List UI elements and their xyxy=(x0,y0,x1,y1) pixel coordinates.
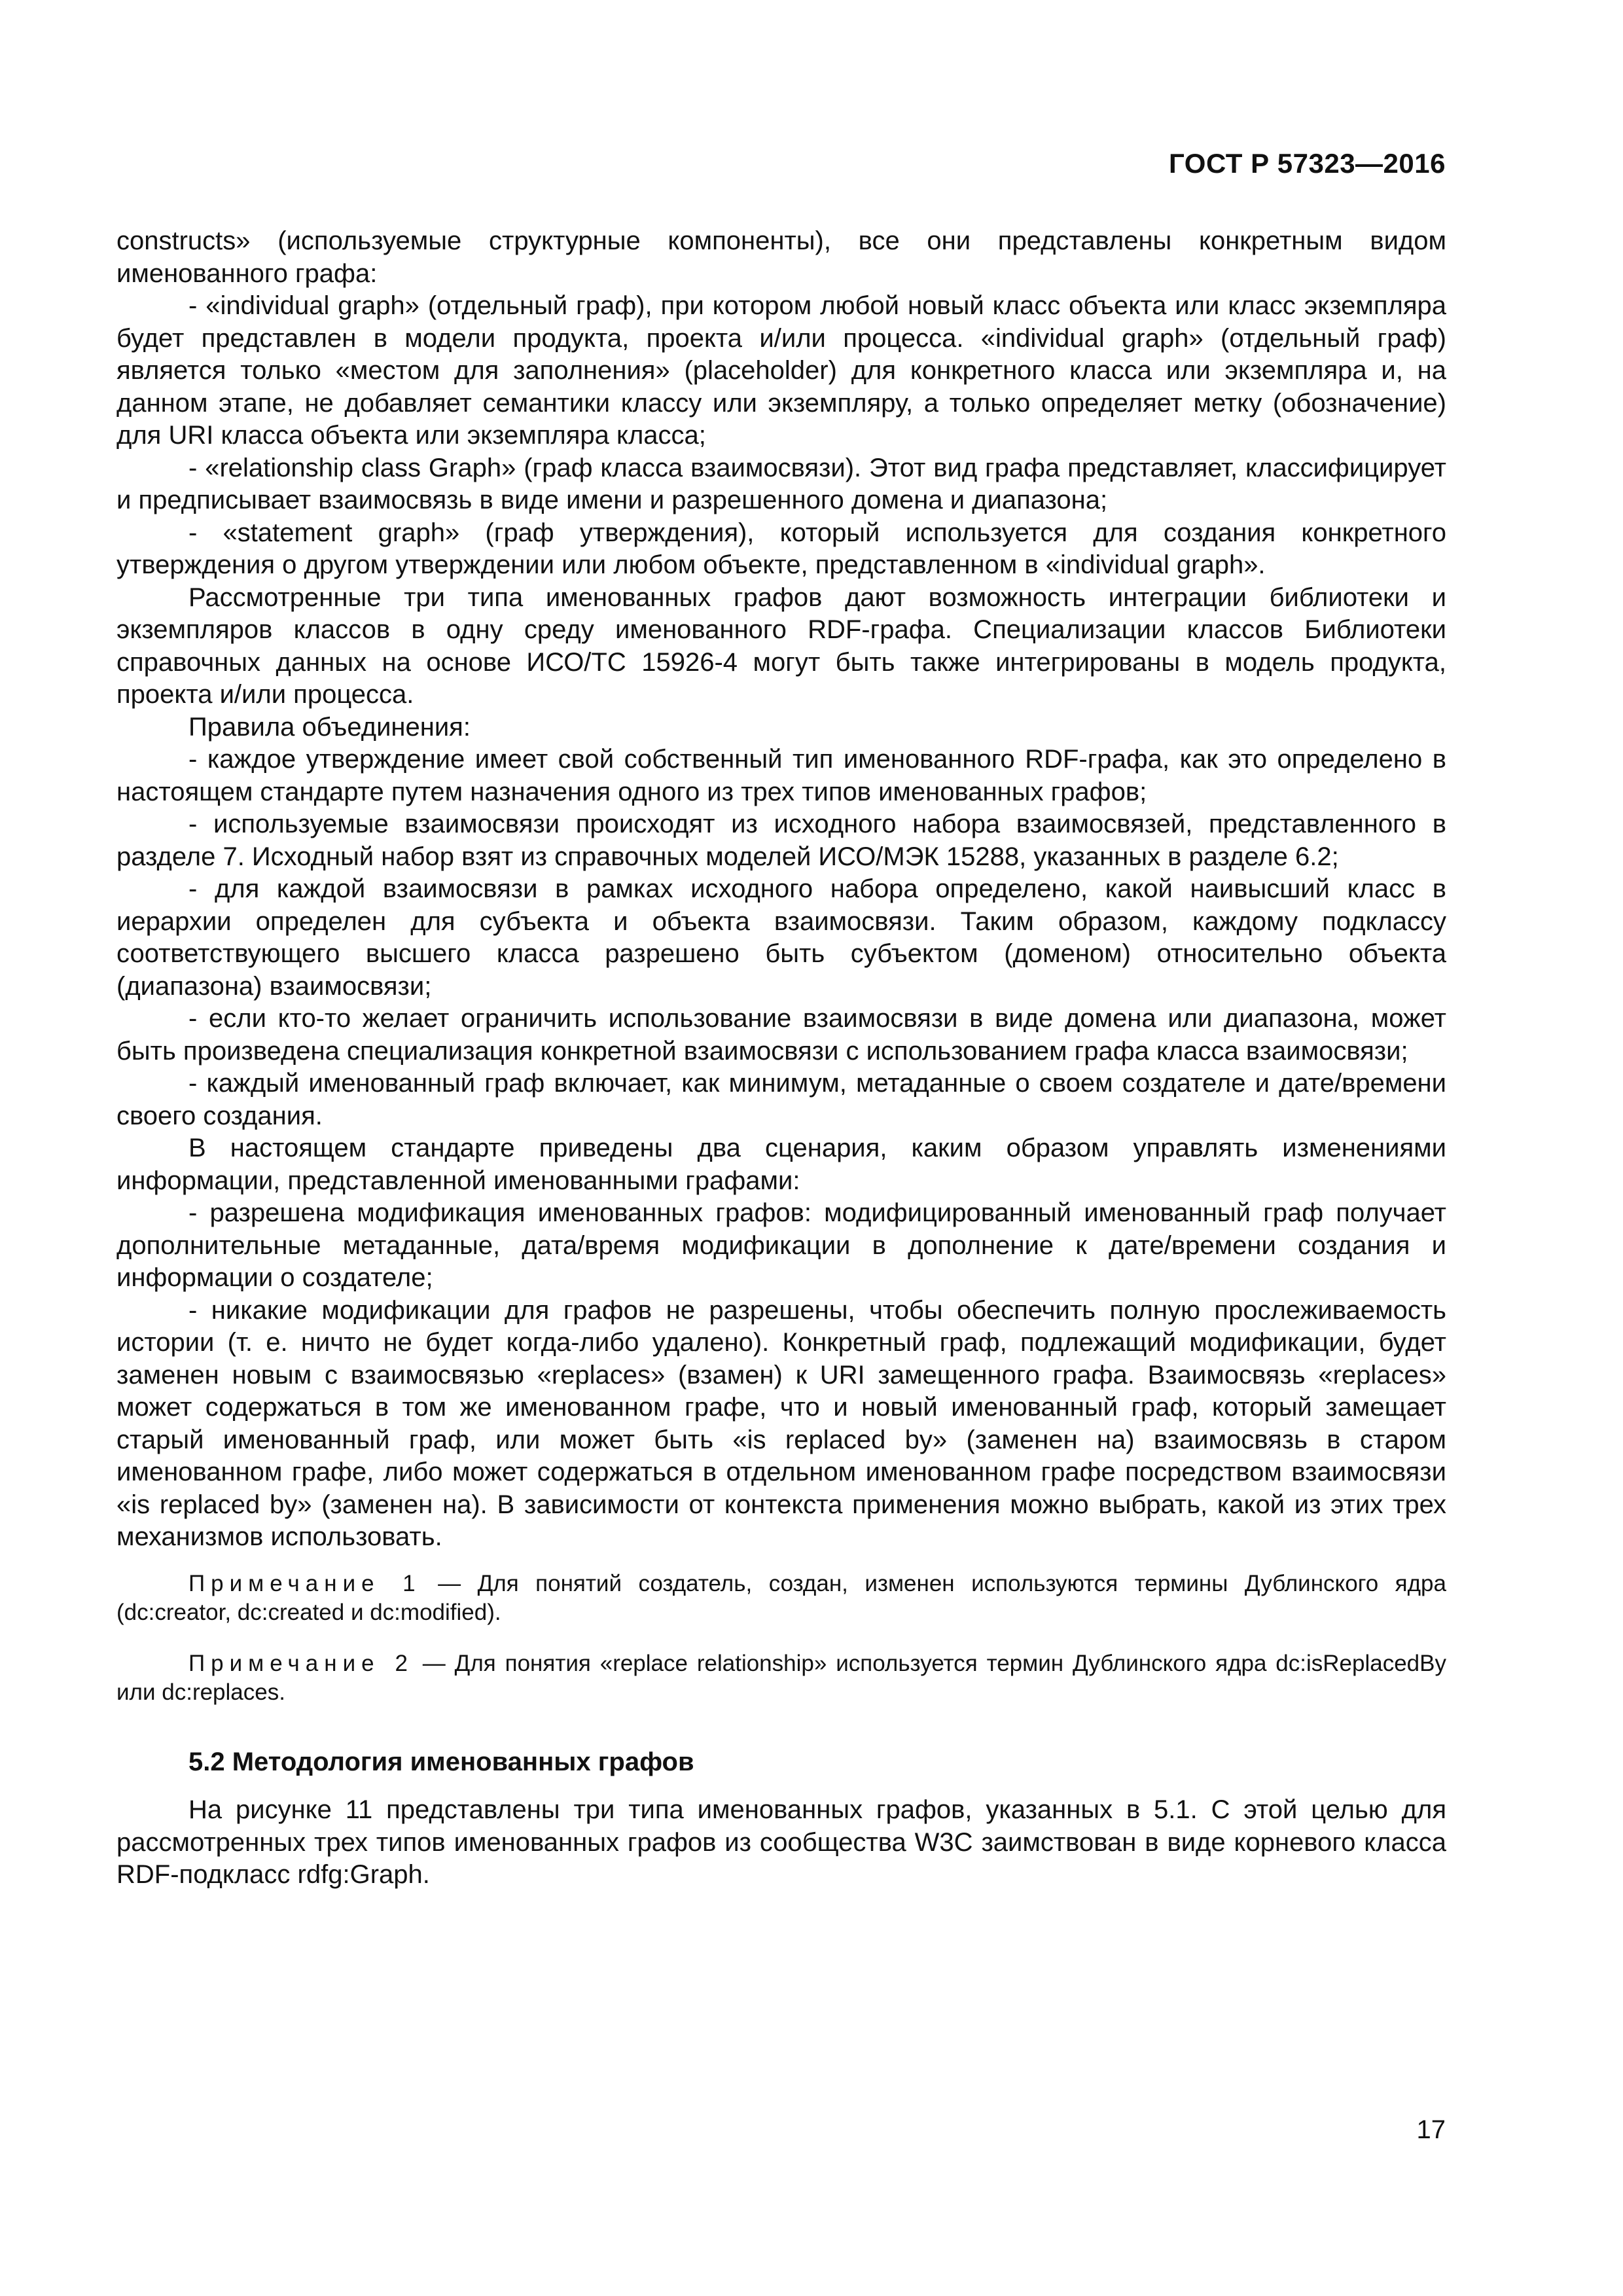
note-1-text: — Для понятий создатель, создан, изменен используются термины Дублинского ядра (dc:creator, dc:created и dc:modified). xyxy=(116,1570,1446,1625)
list-item-rule-4: - если кто-то желает ограничить использование взаимосвязи в виде домена или диапазона, может быть произведена специализация конкретной взаимосвязи с использованием графа класса взаимосвязи; xyxy=(116,1004,1446,1066)
note-2-label: Примечание 2 xyxy=(188,1650,414,1676)
paragraph-continuation: constructs» (используемые структурные компоненты), все они представлены конкретным видом именованного графа: xyxy=(116,226,1446,288)
section-body: На рисунке 11 представлены три типа именованных графов, указанных в 5.1. С этой целью для рассмотренных трех типов именованных графов из сообщества W3C заимствован в виде корневого класса RDF-подкласс rdfg:Graph. xyxy=(116,1795,1446,1889)
list-item-rule-2: - используемые взаимосвязи происходят из исходного набора взаимосвязей, представленного в разделе 7. Исходный набор взят из справочных моделей ИСО/МЭК 15288, указанных в разделе 6.2; xyxy=(116,810,1446,871)
list-item-individual-graph: - «individual graph» (отдельный граф), при котором любой новый класс объекта или класс экземпляра будет представлен в модели продукта, проекта и/или процесса. «individual graph» (отдельный граф) является только «местом для заполнения» (placeholder) для конкретного класса или экземпляра и, на данном этапе, не добавляет семантики классу или экземпляру, а только определяет метку (обозначение) для URI класса объекта или экземпляра класса; xyxy=(116,291,1446,450)
list-item-scenario-2: - никакие модификации для графов не разрешены, чтобы обеспечить полную прослеживаемость истории (т. е. ничто не будет когда-либо удалено). Конкретный граф, подлежащий модификации, будет заменен новым с взаимосвязью «replaces» (взамен) к URI замещенного графа. Взаимосвязь «replaces» может содержаться в том же именованном графе, что и новый именованный граф, который замещает старый именованный граф, или может быть «is replaced by» (заменен на) взаимосвязь в старом именованном графе, либо может содержаться в отдельном именованном графе посредством взаимосвязи «is replaced by» (заменен на). В зависимости от контекста применения можно выбрать, какой из этих трех механизмов использовать. xyxy=(116,1295,1446,1551)
page-number: 17 xyxy=(1416,2115,1446,2144)
list-item-rule-1: - каждое утверждение имеет свой собственный тип именованного RDF-графа, как это определено в настоящем стандарте путем назначения одного из трех типов именованных графов; xyxy=(116,745,1446,806)
section-title: 5.2 Методология именованных графов xyxy=(188,1747,694,1776)
note-2 xyxy=(116,1649,1446,1707)
paragraph-merge-rules-heading: Правила объединения: xyxy=(188,712,471,742)
note-1-label: Примечание 1 xyxy=(188,1570,421,1596)
note-2-text: — Для понятия «replace relationship» используется термин Дублинского ядра dc:isReplacedBy или dc:replaces. xyxy=(116,1650,1446,1705)
list-item-rule-5: - каждый именованный граф включает, как минимум, метаданные о своем создателе и дате/времени своего создания. xyxy=(116,1069,1446,1130)
list-item-scenario-1: - разрешена модификация именованных графов: модифицированный именованный граф получает дополнительные метаданные, дата/время модификации в дополнение к дате/времени создания и информации о создателе; xyxy=(116,1198,1446,1292)
paragraph-three-types: Рассмотренные три типа именованных графов дают возможность интеграции библиотеки и экземпляров классов в одну среду именованного RDF-графа. Специализации классов Библиотеки справочных данных на основе ИСО/ТС 15926-4 могут быть также интегрированы в модель продукта, проекта и/или процесса. xyxy=(116,583,1446,709)
note-1 xyxy=(116,1570,1446,1627)
paragraph-scenarios: В настоящем стандарте приведены два сценария, каким образом управлять изменениями информации, представленной именованными графами: xyxy=(116,1134,1446,1195)
list-item-statement-graph: - «statement graph» (граф утверждения), который используется для создания конкретного утверждения о другом утверждении или любом объекте, представленном в «individual graph». xyxy=(116,518,1446,579)
list-item-relationship-class-graph: - «relationship class Graph» (граф класса взаимосвязи). Этот вид графа представляет, классифицирует и предписывает взаимосвязь в виде имени и разрешенного домена и диапазона; xyxy=(116,453,1446,514)
list-item-rule-3: - для каждой взаимосвязи в рамках исходного набора определено, какой наивысший класс в иерархии определен для субъекта и объекта взаимосвязи. Таким образом, каждому подклассу соответствующего высшего класса разрешено быть субъектом (доменом) относительно объекта (диапазона) взаимосвязи; xyxy=(116,874,1446,1001)
page-body xyxy=(116,225,1446,1892)
document-header-code: ГОСТ Р 57323—2016 xyxy=(1169,148,1446,179)
